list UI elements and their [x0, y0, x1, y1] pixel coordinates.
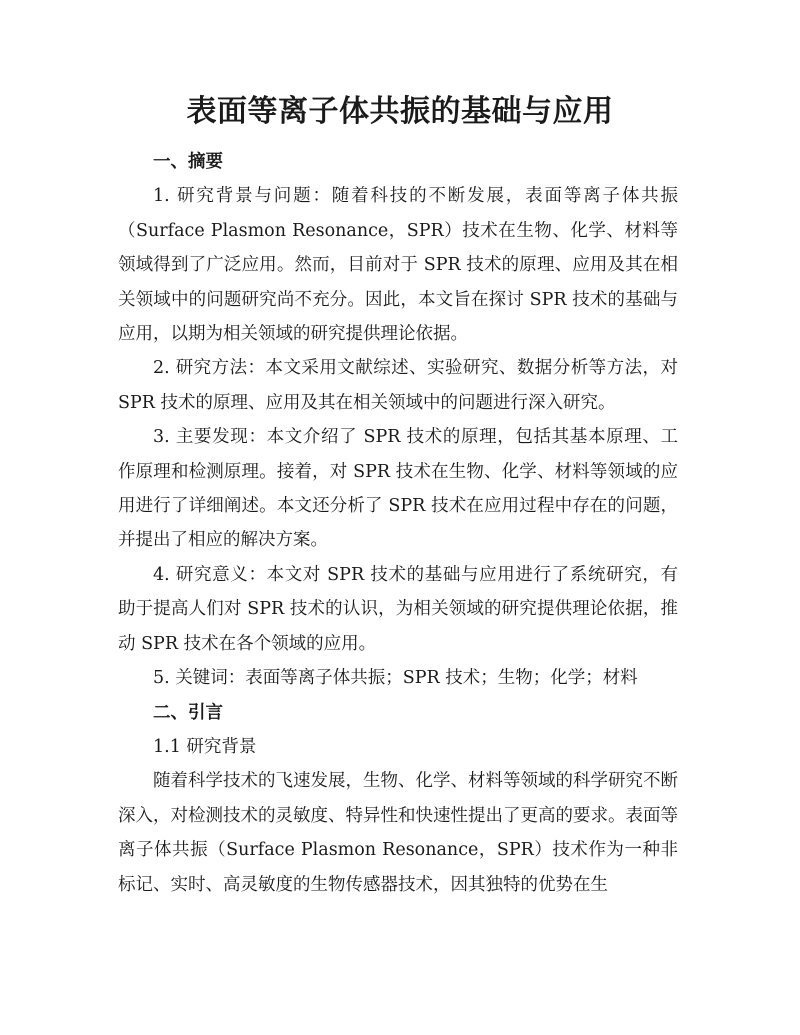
section-heading-introduction: 二、引言 [153, 702, 223, 723]
subsection-heading-background: 1.1 研究背景 [153, 736, 257, 757]
document-title: 表面等离子体共振的基础与应用 [186, 94, 614, 129]
paragraph-methods: 2. 研究方法：本文采用文献综述、实验研究、数据分析等方法，对 SPR 技术的原理、应用及其在相关领域中的问题进行深入研究。 [118, 358, 678, 413]
paragraph-background: 1. 研究背景与问题：随着科技的不断发展，表面等离子体共振（Surface Plasmon Resonance，SPR）技术在生物、化学、材料等领域得到了广泛应用。然而，目前对于 SPR 技术的原理、应用及其在相关领域中的问题研究尚不充分。因此，本文旨在探讨 SPR 技术的基础与应用，以期为相关领域的研究提供理论依据。 [118, 186, 678, 345]
paragraph-significance: 4. 研究意义：本文对 SPR 技术的基础与应用进行了系统研究，有助于提高人们对 SPR 技术的认识，为相关领域的研究提供理论依据，推动 SPR 技术在各个领域的应用。 [118, 564, 678, 654]
section-heading-abstract: 一、摘要 [153, 152, 223, 172]
paragraph-intro: 随着科学技术的飞速发展，生物、化学、材料等领域的科学研究不断深入，对检测技术的灵敏度、特异性和快速性提出了更高的要求。表面等离子体共振（Surface Plasmon Resonance，SPR）技术作为一种非标记、实时、高灵敏度的生物传感器技术，因其独特的优势在生 [118, 771, 678, 895]
paragraph-keywords: 5. 关键词：表面等离子体共振；SPR 技术；生物；化学；材料 [153, 668, 638, 689]
paragraph-findings: 3. 主要发现：本文介绍了 SPR 技术的原理，包括其基本原理、工作原理和检测原理。接着，对 SPR 技术在生物、化学、材料等领域的应用进行了详细阐述。本文还分析了 SPR 技术在应用过程中存在的问题，并提出了相应的解决方案。 [118, 427, 678, 551]
document-body [118, 145, 678, 902]
